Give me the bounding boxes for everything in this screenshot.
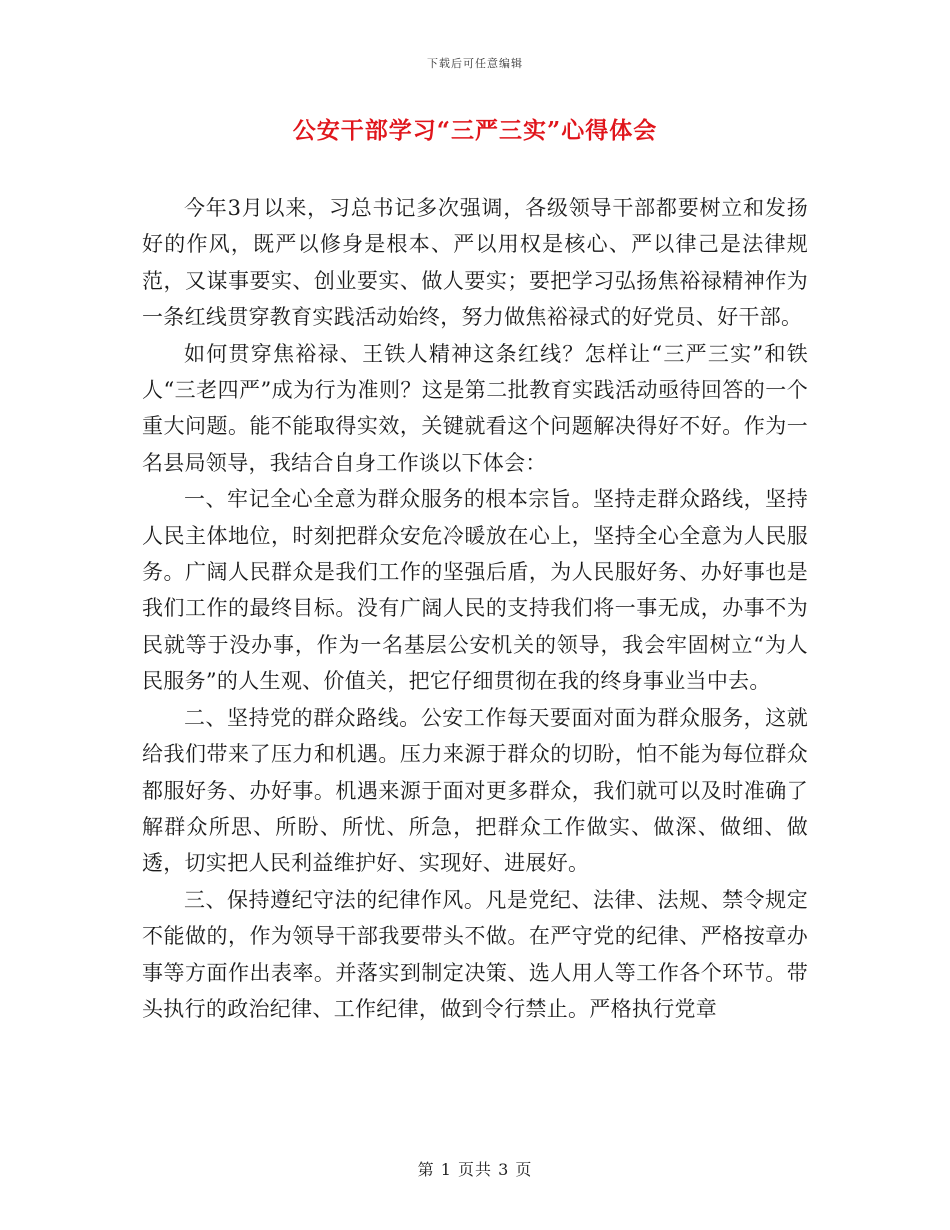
paragraph-point-one: 一、牢记全心全意为群众服务的根本宗旨。坚持走群众路线，坚持人民主体地位，时刻把群众安危冷暖放在心上，坚持全心全意为人民服务。广阔人民群众是我们工作的坚强后盾，为人民服好务、办好事也是我们工作的最终目标。没有广阔人民的支持我们将一事无成，办事不为民就等于没办事，作为一名基层公安机关的领导，我会牢固树立“为人民服务”的人生观、价值关，把它仔细贯彻在我的终身事业当中去。 — [142, 487, 808, 694]
page-number-footer: 第 1 页共 3 页 — [417, 1160, 533, 1179]
document-title: 公安干部学习“三严三实”心得体会 — [292, 117, 658, 144]
paragraph-point-three: 三、保持遵纪守法的纪律作风。凡是党纪、法律、法规、禁令规定不能做的，作为领导干部我要带头不做。在严守党的纪律、严格按章办事等方面作出表率。并落实到制定决策、选人用人等工作各个环节。带头执行的政治纪律、工作纪律，做到令行禁止。严格执行党章 — [142, 887, 808, 1021]
paragraph-question: 如何贯穿焦裕禄、王铁人精神这条红线？怎样让“三严三实”和铁人“三老四严”成为行为准则？这是第二批教育实践活动亟待回答的一个重大问题。能不能取得实效，关键就看这个问题解决得好不好。作为一名县局领导，我结合自身工作谈以下体会： — [142, 341, 808, 475]
page-header-note: 下载后可任意编辑 — [427, 57, 523, 70]
document-body — [142, 190, 808, 1027]
paragraph-point-two: 二、坚持党的群众路线。公安工作每天要面对面为群众服务，这就给我们带来了压力和机遇。压力来源于群众的切盼，怕不能为每位群众都服好务、办好事。机遇来源于面对更多群众，我们就可以及时准确了解群众所思、所盼、所忧、所急，把群众工作做实、做深、做细、做透，切实把人民利益维护好、实现好、进展好。 — [142, 705, 808, 876]
paragraph-intro: 今年3月以来，习总书记多次强调，各级领导干部都要树立和发扬好的作风，既严以修身是根本、严以用权是核心、严以律己是法律规范，又谋事要实、创业要实、做人要实；要把学习弘扬焦裕禄精神作为一条红线贯穿教育实践活动始终，努力做焦裕禄式的好党员、好干部。 — [142, 196, 808, 330]
